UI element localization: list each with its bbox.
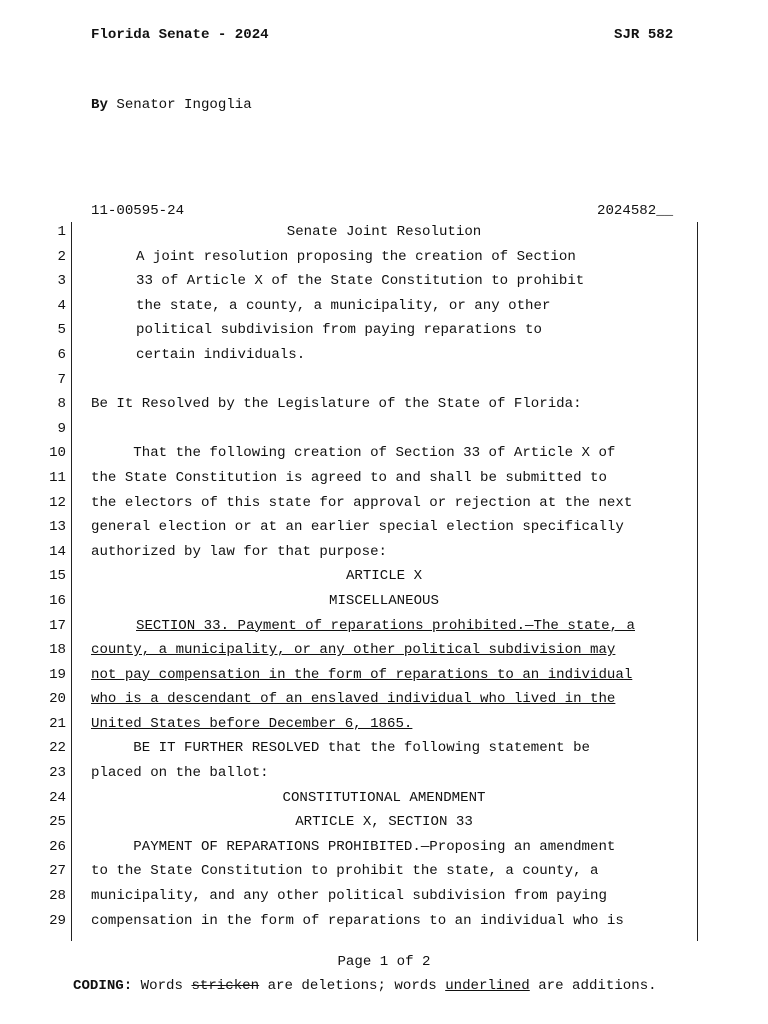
line-number: 12 xyxy=(49,494,66,511)
document-line xyxy=(0,691,768,716)
line-number: 10 xyxy=(49,445,66,462)
document-line xyxy=(0,495,768,520)
document-line xyxy=(0,519,768,544)
line-number: 20 xyxy=(49,691,66,708)
line-text: 33 of Article X of the State Constitution to prohibit xyxy=(136,273,585,290)
line-text: political subdivision from paying reparations to xyxy=(136,322,542,339)
line-number: 7 xyxy=(57,371,66,388)
document-line xyxy=(0,618,768,643)
line-text: placed on the ballot: xyxy=(91,765,269,782)
document-line xyxy=(0,888,768,913)
document-line xyxy=(0,470,768,495)
coding-text-pre: Words xyxy=(132,978,192,994)
line-text: certain individuals. xyxy=(136,346,306,363)
document-line xyxy=(0,863,768,888)
document-line xyxy=(0,273,768,298)
bill-number-code: 2024582__ xyxy=(597,203,674,219)
bill-draft-code: 11-00595-24 xyxy=(91,203,185,219)
line-number: 8 xyxy=(57,396,66,413)
line-text: the state, a county, a municipality, or any other xyxy=(136,297,551,314)
document-line xyxy=(0,790,768,815)
document-line xyxy=(0,667,768,692)
line-text: Senate Joint Resolution xyxy=(286,224,482,240)
line-number: 15 xyxy=(49,568,66,585)
document-line xyxy=(0,814,768,839)
line-number: 3 xyxy=(57,273,66,290)
line-text: MISCELLANEOUS xyxy=(329,592,439,609)
line-text: not pay compensation in the form of reparations to an individual xyxy=(91,666,633,683)
byline-by-label: By xyxy=(91,97,108,113)
line-number: 2 xyxy=(57,248,66,265)
line-number: 6 xyxy=(57,346,66,363)
line-text: to the State Constitution to prohibit the state, a county, a xyxy=(91,863,599,880)
numbered-lines xyxy=(0,224,768,937)
line-text: BE IT FURTHER RESOLVED that the following statement be xyxy=(91,740,590,757)
document-line xyxy=(0,839,768,864)
line-text: Be It Resolved by the Legislature of the State of Florida: xyxy=(91,396,582,413)
coding-label: CODING: xyxy=(73,978,133,994)
document-line xyxy=(0,716,768,741)
document-header-bill-id: SJR 582 xyxy=(614,27,674,43)
line-text: A joint resolution proposing the creation of Section xyxy=(136,248,576,265)
line-number: 28 xyxy=(49,888,66,905)
line-number: 1 xyxy=(57,224,66,240)
line-text: ARTICLE X xyxy=(345,568,423,585)
document-header-chamber: Florida Senate - 2024 xyxy=(91,27,269,43)
line-text: municipality, and any other political subdivision from paying xyxy=(91,888,607,905)
line-number: 5 xyxy=(57,322,66,339)
line-number: 16 xyxy=(49,592,66,609)
line-text: United States before December 6, 1865. xyxy=(91,715,413,732)
coding-legend xyxy=(73,978,657,994)
line-text: the State Constitution is agreed to and shall be submitted to xyxy=(91,469,607,486)
line-text: compensation in the form of reparations to an individual who is xyxy=(91,912,624,929)
line-number: 9 xyxy=(57,420,66,437)
line-number: 26 xyxy=(49,838,66,855)
line-text: ARTICLE X, SECTION 33 xyxy=(295,814,473,831)
line-text: who is a descendant of an enslaved individual who lived in the xyxy=(91,691,616,708)
line-number: 27 xyxy=(49,863,66,880)
document-line xyxy=(0,568,768,593)
document-line xyxy=(0,642,768,667)
line-number: 24 xyxy=(49,789,66,806)
line-number: 25 xyxy=(49,814,66,831)
line-text: SECTION 33. Payment of reparations prohibited.—The state, a xyxy=(136,617,635,634)
line-number: 4 xyxy=(57,297,66,314)
line-text: county, a municipality, or any other political subdivision may xyxy=(91,642,616,659)
coding-stricken-example: stricken xyxy=(191,978,260,994)
coding-text-post: are additions. xyxy=(529,978,657,994)
document-line xyxy=(0,593,768,618)
document-line xyxy=(0,913,768,938)
line-text: That the following creation of Section 33 of Article X of xyxy=(91,445,616,462)
line-text: CONSTITUTIONAL AMENDMENT xyxy=(282,789,486,806)
document-line xyxy=(0,445,768,470)
line-number: 13 xyxy=(49,519,66,536)
document-line xyxy=(0,347,768,372)
document-line xyxy=(0,544,768,569)
line-number: 14 xyxy=(49,543,66,560)
document-line xyxy=(0,396,768,421)
document-line xyxy=(0,765,768,790)
line-number: 21 xyxy=(49,715,66,732)
document-line xyxy=(0,740,768,765)
document-line xyxy=(0,372,768,397)
byline xyxy=(91,97,252,113)
document-line xyxy=(0,298,768,323)
page-number: Page 1 of 2 xyxy=(337,954,431,970)
line-number: 23 xyxy=(49,765,66,782)
document-line xyxy=(0,249,768,274)
line-text: PAYMENT OF REPARATIONS PROHIBITED.—Proposing an amendment xyxy=(91,838,616,855)
document-line xyxy=(0,224,768,249)
line-number: 18 xyxy=(49,642,66,659)
line-text: general election or at an earlier special election specifically xyxy=(91,519,624,536)
line-number: 29 xyxy=(49,912,66,929)
line-number: 22 xyxy=(49,740,66,757)
line-number: 19 xyxy=(49,666,66,683)
coding-underlined-example: underlined xyxy=(445,978,530,994)
line-text: authorized by law for that purpose: xyxy=(91,543,388,560)
line-number: 11 xyxy=(49,469,66,486)
document-line xyxy=(0,322,768,347)
line-number: 17 xyxy=(49,617,66,634)
line-text: the electors of this state for approval or rejection at the next xyxy=(91,494,633,511)
coding-text-mid: are deletions; words xyxy=(259,978,446,994)
document-line xyxy=(0,421,768,446)
byline-sponsor: Senator Ingoglia xyxy=(116,97,252,113)
